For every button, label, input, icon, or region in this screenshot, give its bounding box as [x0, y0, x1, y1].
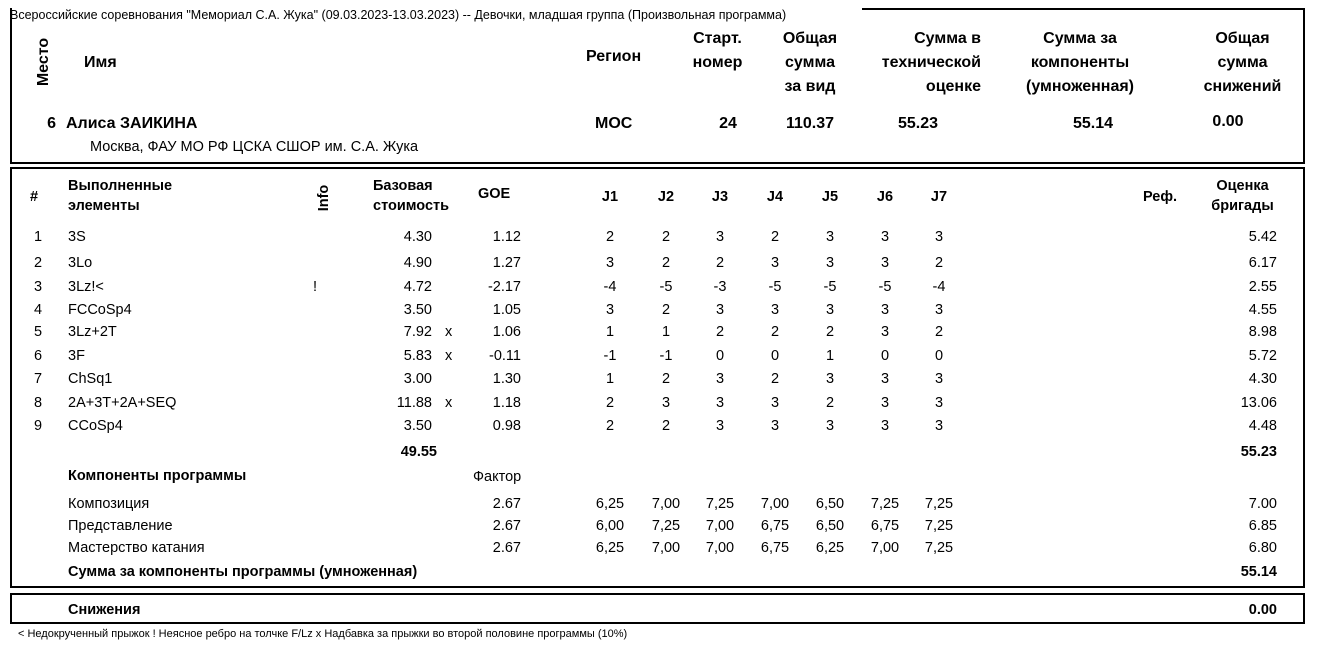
element-number: 6 — [34, 348, 43, 364]
element-panel-score: 13.06 — [1240, 395, 1277, 411]
ref-col-header: Реф. — [1143, 189, 1178, 205]
element-judge-score-3: 3 — [715, 395, 725, 411]
element-number: 9 — [34, 418, 43, 434]
judge-header-5: J5 — [821, 189, 839, 205]
component-judge-score-4: 6,75 — [760, 518, 790, 534]
judge-header-2: J2 — [657, 189, 675, 205]
element-goe: -0.11 — [489, 348, 521, 364]
element-judge-score-4: 2 — [770, 371, 780, 387]
component-judge-score-6: 7,00 — [870, 540, 900, 556]
element-judge-score-5: -5 — [823, 279, 837, 295]
place-header: Место — [35, 37, 52, 87]
element-goe: 1.18 — [492, 395, 521, 411]
judge-header-4: J4 — [766, 189, 784, 205]
element-name: ChSq1 — [68, 371, 113, 387]
skater-name: Алиса ЗАИКИНА — [66, 115, 198, 132]
element-panel-score: 8.98 — [1248, 324, 1277, 340]
element-judge-score-6: 3 — [880, 302, 890, 318]
element-judge-score-1: 2 — [605, 229, 615, 245]
element-judge-score-6: 3 — [880, 395, 890, 411]
element-judge-score-7: 2 — [934, 324, 944, 340]
component-judge-score-2: 7,25 — [651, 518, 681, 534]
element-base-value: 3.50 — [403, 302, 432, 318]
element-base-value: 11.88 — [396, 395, 432, 411]
element-judge-score-2: 3 — [661, 395, 671, 411]
start-number-header: Старт. номер — [692, 30, 743, 71]
element-judge-score-4: 0 — [770, 348, 780, 364]
element-judge-score-4: -5 — [768, 279, 782, 295]
element-judge-score-4: 3 — [770, 302, 780, 318]
element-judge-score-6: 3 — [880, 229, 890, 245]
element-name: 2A+3T+2A+SEQ — [68, 395, 177, 411]
region-header: Регион — [586, 48, 642, 65]
element-judge-score-1: 3 — [605, 255, 615, 271]
element-judge-score-1: 1 — [605, 324, 615, 340]
element-judge-score-4: 3 — [770, 255, 780, 271]
element-judge-score-4: 2 — [770, 324, 780, 340]
element-number: 2 — [34, 255, 43, 271]
element-base-value: 3.00 — [403, 371, 432, 387]
element-judge-score-5: 3 — [825, 229, 835, 245]
info-col-header: Info — [316, 184, 332, 212]
element-bonus-mark: x — [445, 324, 453, 340]
element-goe: 1.05 — [492, 302, 521, 318]
element-bonus-mark: x — [445, 348, 453, 364]
component-judge-score-7: 7,25 — [924, 540, 954, 556]
element-panel-score: 5.72 — [1248, 348, 1277, 364]
element-judge-score-6: -5 — [878, 279, 892, 295]
element-judge-score-5: 3 — [825, 418, 835, 434]
element-base-value: 4.72 — [403, 279, 432, 295]
skater-total-score: 110.37 — [785, 115, 835, 132]
element-judge-score-1: 3 — [605, 302, 615, 318]
element-judge-score-3: 3 — [715, 418, 725, 434]
component-score: 6.80 — [1248, 540, 1277, 556]
element-judge-score-3: 2 — [715, 255, 725, 271]
element-panel-score: 4.30 — [1248, 371, 1277, 387]
skater-tech-score: 55.23 — [897, 115, 939, 132]
element-judge-score-3: 0 — [715, 348, 725, 364]
component-score: 7.00 — [1248, 496, 1277, 512]
element-number: 4 — [34, 302, 43, 318]
element-judge-score-1: 1 — [605, 371, 615, 387]
element-judge-score-7: 3 — [934, 229, 944, 245]
element-judge-score-6: 3 — [880, 371, 890, 387]
element-goe: 1.27 — [492, 255, 521, 271]
skater-components-score: 55.14 — [1072, 115, 1114, 132]
element-judge-score-4: 3 — [770, 418, 780, 434]
element-goe: 1.12 — [492, 229, 521, 245]
deductions-total: 0.00 — [1248, 602, 1277, 618]
component-factor: 2.67 — [492, 496, 521, 512]
element-number: 8 — [34, 395, 43, 411]
component-name: Композиция — [68, 496, 150, 512]
element-name: FCCoSp4 — [68, 302, 132, 318]
judge-header-7: J7 — [930, 189, 948, 205]
component-judge-score-1: 6,25 — [595, 540, 625, 556]
element-number: 7 — [34, 371, 43, 387]
page-title: Всероссийские соревнования "Мемориал С.А. Жука" (09.03.2023-13.03.2023) -- Девочки, младшая группа (Произвольная программа) — [10, 8, 787, 22]
element-judge-score-7: 3 — [934, 395, 944, 411]
element-name: 3Lo — [68, 255, 93, 271]
element-judge-score-2: 2 — [661, 302, 671, 318]
element-goe: 1.06 — [492, 324, 521, 340]
judge-header-3: J3 — [711, 189, 729, 205]
element-judge-score-4: 3 — [770, 395, 780, 411]
element-judge-score-2: 2 — [661, 418, 671, 434]
element-name: 3Lz!< — [68, 279, 104, 295]
base-value-total: 49.55 — [400, 444, 437, 460]
element-base-value: 4.90 — [403, 255, 432, 271]
element-judge-score-3: 3 — [715, 371, 725, 387]
element-judge-score-3: 3 — [715, 302, 725, 318]
element-bonus-mark: x — [445, 395, 453, 411]
element-panel-score: 4.55 — [1248, 302, 1277, 318]
element-judge-score-5: 2 — [825, 395, 835, 411]
element-judge-score-7: 0 — [934, 348, 944, 364]
component-judge-score-4: 7,00 — [760, 496, 790, 512]
element-judge-score-2: 1 — [661, 324, 671, 340]
component-judge-score-3: 7,25 — [705, 496, 735, 512]
components-score-header: Сумма за компоненты (умноженная) — [1026, 30, 1134, 95]
component-judge-score-3: 7,00 — [705, 540, 735, 556]
component-name: Мастерство катания — [68, 540, 205, 556]
component-judge-score-2: 7,00 — [651, 496, 681, 512]
components-total-label: Сумма за компоненты программы (умноженная) — [68, 564, 418, 580]
judge-header-6: J6 — [876, 189, 894, 205]
element-judge-score-7: 3 — [934, 418, 944, 434]
element-judge-score-5: 3 — [825, 302, 835, 318]
skater-club: Москва, ФАУ МО РФ ЦСКА СШОР им. С.А. Жука — [90, 139, 419, 155]
element-judge-score-2: -5 — [659, 279, 673, 295]
component-judge-score-2: 7,00 — [651, 540, 681, 556]
element-judge-score-5: 1 — [825, 348, 835, 364]
element-number: 5 — [34, 324, 43, 340]
deductions-header: Общая сумма снижений — [1203, 30, 1282, 95]
num-col-header: # — [30, 189, 39, 205]
element-judge-score-6: 3 — [880, 255, 890, 271]
element-judge-score-1: 2 — [605, 418, 615, 434]
element-number: 1 — [34, 229, 43, 245]
name-header: Имя — [84, 54, 117, 71]
element-panel-score: 6.17 — [1248, 255, 1277, 271]
element-judge-score-7: 3 — [934, 302, 944, 318]
element-judge-score-7: 3 — [934, 371, 944, 387]
element-base-value: 5.83 — [403, 348, 432, 364]
component-judge-score-7: 7,25 — [924, 518, 954, 534]
element-judge-score-6: 0 — [880, 348, 890, 364]
element-base-value: 3.50 — [403, 418, 432, 434]
element-judge-score-5: 3 — [825, 371, 835, 387]
component-judge-score-1: 6,00 — [595, 518, 625, 534]
component-name: Представление — [68, 518, 173, 534]
component-judge-score-5: 6,50 — [815, 496, 845, 512]
element-judge-score-1: -1 — [603, 348, 617, 364]
footnote: < Недокрученный прыжок ! Неясное ребро на толчке F/Lz x Надбавка за прыжки во второй половине программы (10%) — [18, 628, 628, 640]
element-name: 3F — [68, 348, 85, 364]
element-judge-score-6: 3 — [880, 324, 890, 340]
element-base-value: 4.30 — [403, 229, 432, 245]
element-judge-score-7: 2 — [934, 255, 944, 271]
component-score: 6.85 — [1248, 518, 1277, 534]
element-panel-score: 4.48 — [1248, 418, 1277, 434]
element-judge-score-1: -4 — [603, 279, 617, 295]
component-judge-score-6: 7,25 — [870, 496, 900, 512]
component-judge-score-6: 6,75 — [870, 518, 900, 534]
tech-score-header: Сумма в технической оценке — [881, 30, 981, 95]
component-judge-score-7: 7,25 — [924, 496, 954, 512]
element-judge-score-2: 2 — [661, 371, 671, 387]
skater-place: 6 — [47, 115, 56, 132]
deductions-box — [10, 593, 1305, 624]
element-judge-score-3: 3 — [715, 229, 725, 245]
element-judge-score-1: 2 — [605, 395, 615, 411]
component-judge-score-5: 6,25 — [815, 540, 845, 556]
total-score-header: Общая сумма за вид — [782, 30, 838, 95]
element-judge-score-5: 2 — [825, 324, 835, 340]
factor-label: Фактор — [473, 469, 522, 485]
element-judge-score-6: 3 — [880, 418, 890, 434]
element-goe: -2.17 — [487, 279, 521, 295]
element-judge-score-2: -1 — [659, 348, 673, 364]
tes-total: 55.23 — [1240, 444, 1277, 460]
element-base-value: 7.92 — [403, 324, 432, 340]
element-info: ! — [313, 279, 318, 295]
element-judge-score-5: 3 — [825, 255, 835, 271]
element-name: 3Lz+2T — [68, 324, 117, 340]
element-number: 3 — [34, 279, 43, 295]
components-label: Компоненты программы — [68, 468, 247, 484]
element-name: CCoSp4 — [68, 418, 123, 434]
base-col-header: Базовая стоимость — [373, 178, 450, 214]
component-factor: 2.67 — [492, 518, 521, 534]
components-total: 55.14 — [1240, 564, 1277, 580]
component-judge-score-5: 6,50 — [815, 518, 845, 534]
element-goe: 0.98 — [492, 418, 521, 434]
component-judge-score-3: 7,00 — [705, 518, 735, 534]
panel-score-col-header: Оценка бригады — [1211, 178, 1274, 214]
element-name: 3S — [68, 229, 86, 245]
element-judge-score-4: 2 — [770, 229, 780, 245]
elements-col-header: Выполненные элементы — [68, 178, 173, 214]
skater-deductions: 0.00 — [1212, 113, 1244, 130]
element-judge-score-3: 2 — [715, 324, 725, 340]
element-judge-score-3: -3 — [713, 279, 727, 295]
skater-region: МОС — [595, 115, 633, 132]
judge-header-1: J1 — [601, 189, 619, 205]
component-judge-score-4: 6,75 — [760, 540, 790, 556]
component-judge-score-1: 6,25 — [595, 496, 625, 512]
element-goe: 1.30 — [492, 371, 521, 387]
element-panel-score: 2.55 — [1248, 279, 1277, 295]
element-panel-score: 5.42 — [1248, 229, 1277, 245]
component-factor: 2.67 — [492, 540, 521, 556]
skater-start-number: 24 — [719, 115, 737, 132]
deductions-label: Снижения — [68, 602, 141, 618]
goe-col-header: GOE — [478, 186, 511, 202]
element-judge-score-7: -4 — [932, 279, 946, 295]
element-judge-score-2: 2 — [661, 229, 671, 245]
element-judge-score-2: 2 — [661, 255, 671, 271]
